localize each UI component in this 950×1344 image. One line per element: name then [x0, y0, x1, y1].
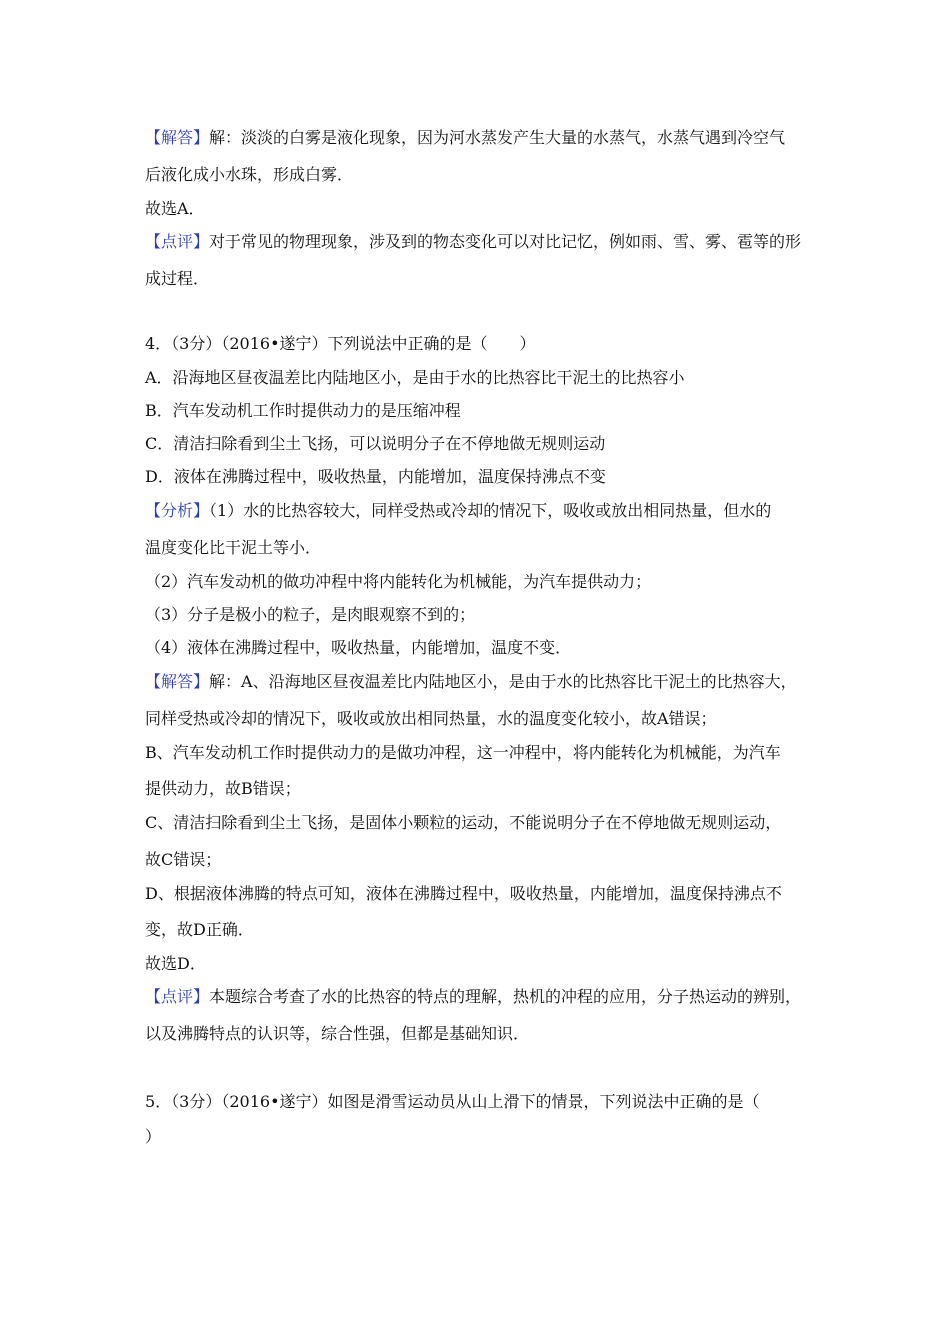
q3-answer-line-2: 后液化成小水珠，形成白雾．: [145, 165, 354, 184]
q3-comment-line-1: 【点评】对于常见的物理现象，涉及到的物态变化可以对比记忆，例如雨、雪、雾、雹等的形: [145, 232, 802, 251]
q4-stem: 4．（3分）（2016•遂宁）下列说法中正确的是（ ）: [145, 334, 536, 353]
q4-comment-line-2: 以及沸腾特点的认识等，综合性强，但都是基础知识．: [145, 1024, 530, 1043]
q4-answer-line-2: 同样受热或冷却的情况下，吸收或放出相同热量，水的温度变化较小，故A错误；: [145, 709, 717, 728]
answer-tag: 【解答】: [145, 672, 210, 691]
q4-answer-line-6: 故C错误；: [145, 850, 222, 869]
comment-tag: 【点评】: [145, 232, 210, 251]
q4-answer-line-4: 提供动力，故B错误；: [145, 779, 301, 798]
q4-analysis-line-1: 【分析】（1）水的比热容较大，同样受热或冷却的情况下，吸收或放出相同热量，但水的: [145, 501, 772, 520]
q3-answer-line-1: 【解答】解：淡淡的白雾是液化现象，因为河水蒸发产生大量的水蒸气，水蒸气遇到冷空气: [145, 128, 786, 147]
q3-choice: 故选A．: [145, 199, 205, 218]
q4-option-c: C．清洁扫除看到尘土飞扬，可以说明分子在不停地做无规则运动: [145, 434, 606, 453]
q4-option-d: D．液体在沸腾过程中，吸收热量，内能增加，温度保持沸点不变: [145, 467, 606, 486]
q4-analysis-line-3: （2）汽车发动机的做功冲程中将内能转化为机械能，为汽车提供动力；: [145, 572, 652, 591]
q4-analysis-line-2: 温度变化比干泥土等小．: [145, 538, 322, 557]
q4-answer-line-8: 变，故D正确．: [145, 920, 254, 939]
q4-analysis-line-5: （4）液体在沸腾过程中，吸收热量，内能增加，温度不变．: [145, 638, 572, 657]
answer-tag: 【解答】: [145, 128, 210, 147]
analysis-tag: 【分析】: [145, 501, 210, 520]
q4-answer-line-1: 【解答】解：A、沿海地区昼夜温差比内陆地区小，是由于水的比热容比干泥土的比热容大，: [145, 672, 797, 691]
q5-stem-line-1: 5．（3分）（2016•遂宁）如图是滑雪运动员从山上滑下的情景，下列说法中正确的是（: [145, 1092, 760, 1111]
q4-choice: 故选D．: [145, 954, 206, 973]
q5-stem-line-2: ）: [145, 1127, 162, 1146]
q4-answer-line-5: C、清洁扫除看到尘土飞扬，是固体小颗粒的运动，不能说明分子在不停地做无规则运动，: [145, 813, 782, 832]
q4-option-a: A．沿海地区昼夜温差比内陆地区小，是由于水的比热容比干泥土的比热容小: [145, 368, 685, 387]
q3-comment-line-2: 成过程．: [145, 269, 210, 288]
q4-comment-line-1: 【点评】本题综合考查了水的比热容的特点的理解，热机的冲程的应用，分子热运动的辨别，: [145, 987, 802, 1006]
q4-answer-line-7: D、根据液体沸腾的特点可知，液体在沸腾过程中，吸收热量，内能增加，温度保持沸点不: [145, 884, 782, 903]
q4-analysis-line-4: （3）分子是极小的粒子，是肉眼观察不到的；: [145, 605, 476, 624]
q4-option-b: B．汽车发动机工作时提供动力的是压缩冲程: [145, 401, 461, 420]
q4-answer-line-3: B、汽车发动机工作时提供动力的是做功冲程，这一冲程中，将内能转化为机械能，为汽车: [145, 743, 781, 762]
comment-tag: 【点评】: [145, 987, 210, 1006]
